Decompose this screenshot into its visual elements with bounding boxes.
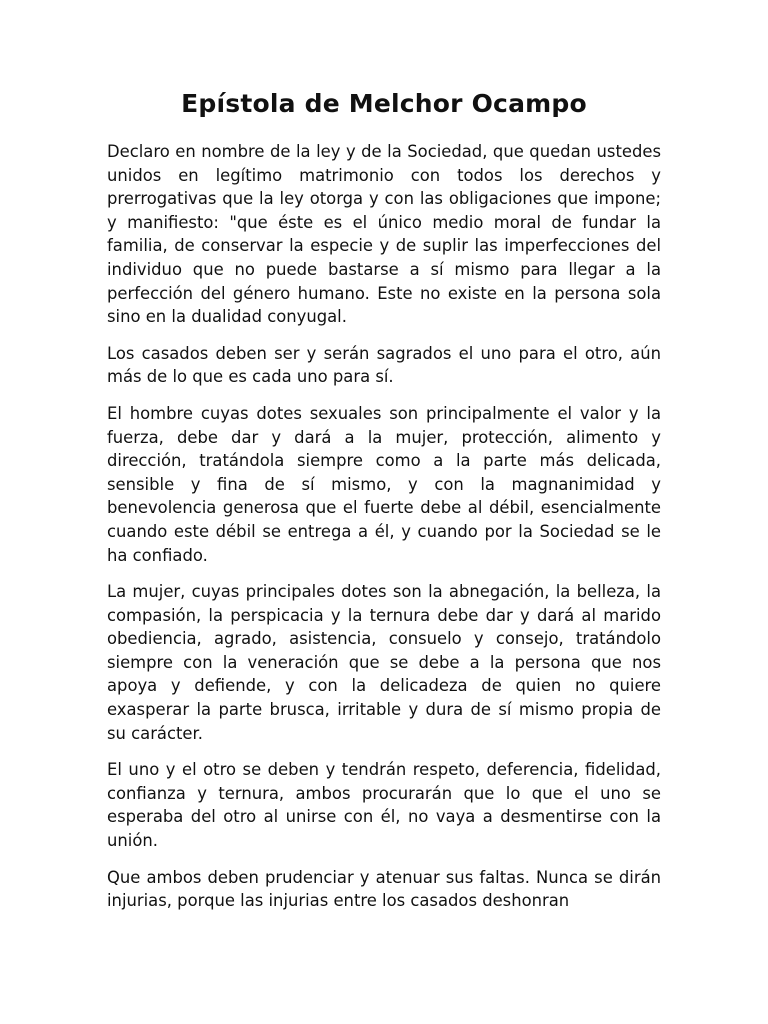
paragraph: Que ambos deben prudenciar y atenuar sus faltas. Nunca se dirán injurias, porque las injurias entre los casados deshonran (107, 867, 661, 911)
paragraph: El hombre cuyas dotes sexuales son principalmente el valor y la fuerza, debe dar y dará a la mujer, protección, alimento y dirección, tratándola siempre como a la parte más delicada, sensible y fina de sí mismo, y con la magnanimidad y benevolencia generosa que el fuerte debe al débil, esencialmente cuando este débil se entrega a él, y cuando por la Sociedad se le ha confiado. (107, 403, 661, 565)
paragraph: El uno y el otro se deben y tendrán respeto, deferencia, fidelidad, confianza y ternura, ambos procurarán que lo que el uno se esperaba del otro al unirse con él, no vaya a desmentirse con la unión. (107, 760, 661, 851)
document-title: Epístola de Melchor Ocampo (181, 89, 587, 118)
paragraph: Los casados deben ser y serán sagrados el uno para el otro, aún más de lo que es cada uno para sí. (107, 343, 661, 387)
paragraph: La mujer, cuyas principales dotes son la abnegación, la belleza, la compasión, la perspicacia y la ternura debe dar y dará al marido obediencia, agrado, asistencia, consuelo y consejo, tratándolo siempre con la veneración que se debe a la persona que nos apoya y defiende, y con la delicadeza de quien no quiere exasperar la parte brusca, irritable y dura de sí mismo propia de su carácter. (107, 582, 661, 743)
paragraph: Declaro en nombre de la ley y de la Sociedad, que quedan ustedes unidos en legítimo matrimonio con todos los derechos y prerrogativas que la ley otorga y con las obligaciones que impone; y manifiesto: "que éste es el único medio moral de fundar la familia, de conservar la especie y de suplir las imperfecciones del individuo que no puede bastarse a sí mismo para llegar a la perfección del género humano. Este no existe en la persona sola sino en la dualidad conyugal. (107, 142, 661, 327)
